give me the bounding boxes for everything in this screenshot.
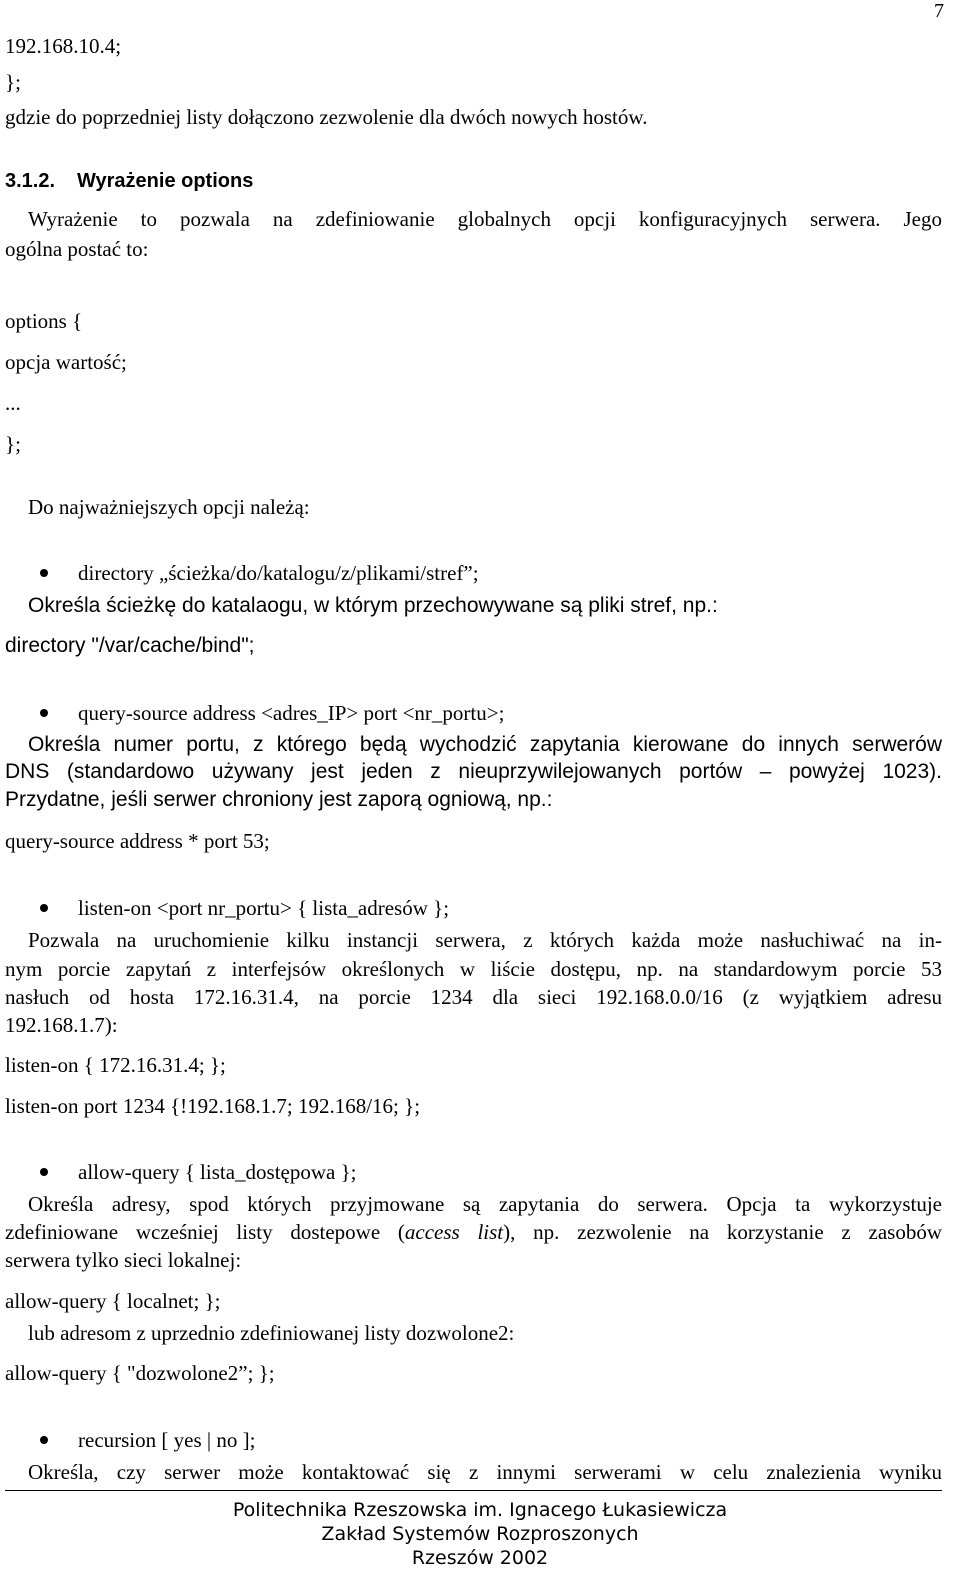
section-number: 3.1.2. <box>5 170 56 192</box>
option-description: nym porcie zapytań z interfejsów określonych w liście dostępu, np. na standardowym porcie 53 <box>5 957 942 981</box>
code-line: options { <box>5 309 83 333</box>
option-description: serwera tylko sieci lokalnej: <box>5 1248 242 1272</box>
option-description: Określa ścieżkę do katalaogu, w którym przechowywane są pliki stref, np.: <box>28 594 718 617</box>
option-allow-query: allow-query { lista_dostępowa }; <box>78 1160 357 1184</box>
option-description: Określa adresy, spod których przyjmowane są zapytania do serwera. Opcja ta wykorzystuje <box>28 1192 942 1216</box>
code-line: 192.168.10.4; <box>5 34 122 58</box>
code-line: }; <box>5 70 21 94</box>
option-description: 192.168.1.7): <box>5 1013 118 1037</box>
emphasis: access list <box>404 1220 504 1244</box>
footer-divider <box>5 1490 942 1491</box>
option-description: DNS (standardowo używany jest jeden z nieuprzywilejowanych portów – powyżej 1023). <box>5 760 942 783</box>
section-heading <box>5 169 253 193</box>
paragraph-line: Do najważniejszych opcji należą: <box>28 495 310 519</box>
option-description: Określa, czy serwer może kontaktować się z innymi serwerami w celu znalezienia wyniku <box>28 1460 942 1484</box>
option-description <box>5 1220 942 1244</box>
footer-department: Zakład Systemów Rozproszonych <box>321 1523 639 1545</box>
option-example: query-source address * port 53; <box>5 829 270 853</box>
option-example: allow-query { "dozwolone2”; }; <box>5 1361 275 1385</box>
option-description: Pozwala na uruchomienie kilku instancji serwera, z których każda może nasłuchiwać na in- <box>28 928 942 952</box>
option-description: Określa numer portu, z którego będą wychodzić zapytania kierowane do innych serwerów <box>28 733 942 756</box>
paragraph-line: ogólna postać to: <box>5 237 149 261</box>
bullet-icon <box>40 904 48 912</box>
bullet-icon <box>40 1436 48 1444</box>
code-line: ... <box>5 391 21 415</box>
footer-institution: Politechnika Rzeszowska im. Ignacego Łukasiewicza <box>232 1499 728 1521</box>
option-description: Przydatne, jeśli serwer chroniony jest zaporą ogniową, np.: <box>5 788 553 811</box>
option-example: allow-query { localnet; }; <box>5 1289 221 1313</box>
page-number: 7 <box>934 0 944 22</box>
option-recursion: recursion [ yes | no ]; <box>78 1428 256 1452</box>
text-run: ), np. zezwolenie na korzystanie z zasobów <box>503 1220 942 1244</box>
option-listen-on: listen-on <port nr_portu> { lista_adresów }; <box>78 896 450 920</box>
bullet-icon <box>40 709 48 717</box>
option-example: directory "/var/cache/bind"; <box>5 634 255 657</box>
footer-place-year: Rzeszów 2002 <box>411 1547 549 1569</box>
option-directory: directory „ścieżka/do/katalogu/z/plikami/stref”; <box>78 561 479 585</box>
option-example: listen-on port 1234 {!192.168.1.7; 192.168/16; }; <box>5 1094 421 1118</box>
option-query-source: query-source address <adres_IP> port <nr_portu>; <box>78 701 505 725</box>
option-description: lub adresom z uprzednio zdefiniowanej listy dozwolone2: <box>28 1321 515 1345</box>
option-example: listen-on { 172.16.31.4; }; <box>5 1053 226 1077</box>
paragraph-line: gdzie do poprzedniej listy dołączono zezwolenie dla dwóch nowych hostów. <box>5 105 648 129</box>
code-line: }; <box>5 432 21 456</box>
bullet-icon <box>40 1168 48 1176</box>
code-line: opcja wartość; <box>5 350 127 374</box>
bullet-icon <box>40 569 48 577</box>
option-description: nasłuch od hosta 172.16.31.4, na porcie 1234 dla sieci 192.168.0.0/16 (z wyjątkiem adresu <box>5 985 942 1009</box>
paragraph-line: Wyrażenie to pozwala na zdefiniowanie globalnych opcji konfiguracyjnych serwera. Jego <box>28 207 942 231</box>
text-run: zdefiniowane wcześniej listy dostepowe ( <box>5 1220 405 1244</box>
section-title: Wyrażenie options <box>77 170 254 192</box>
